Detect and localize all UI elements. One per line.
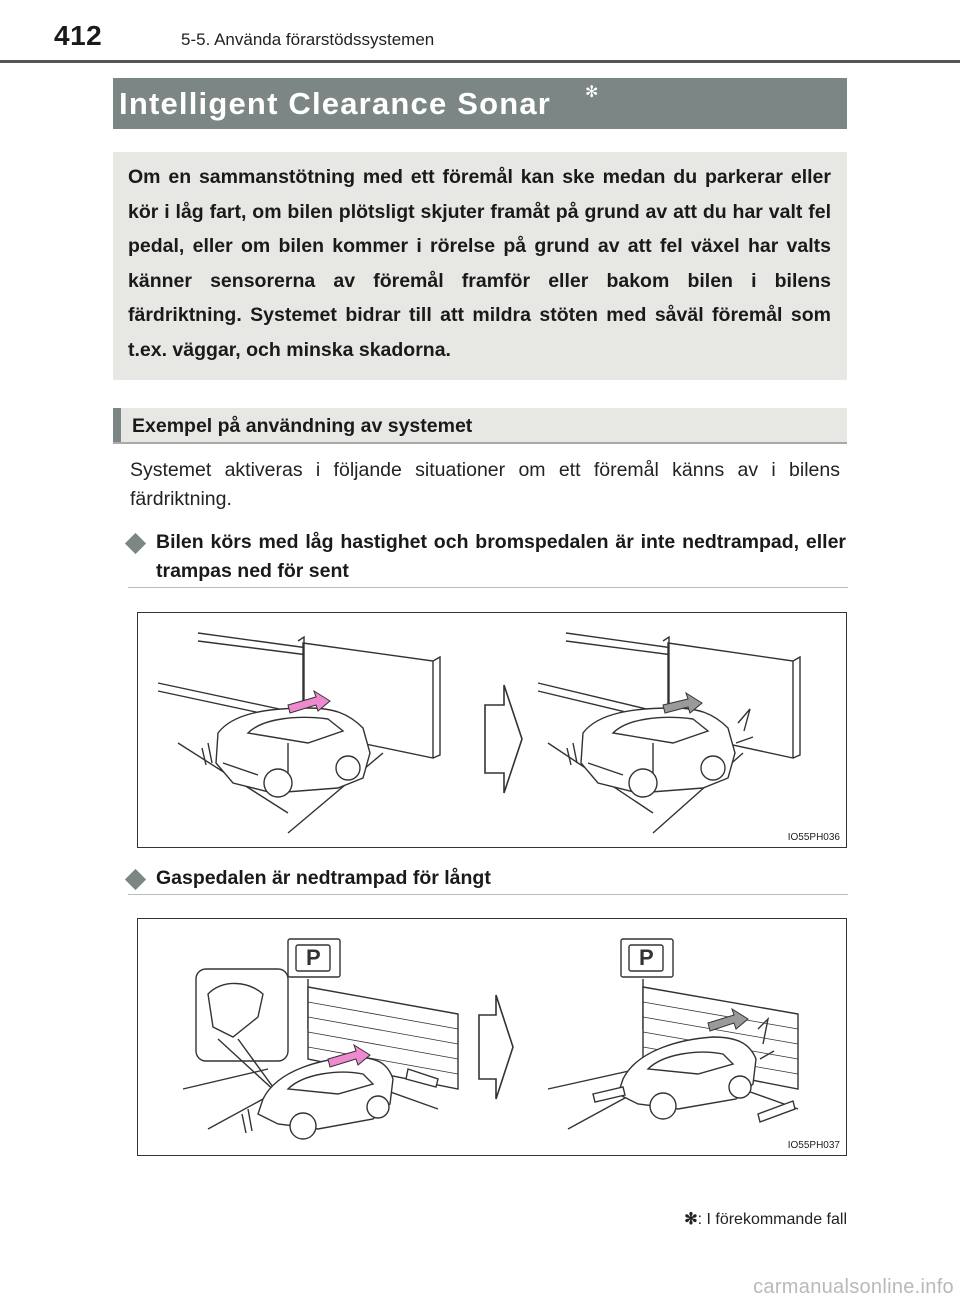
figure-2-illustration: [138, 919, 846, 1155]
watermark: carmanualsonline.info: [753, 1276, 954, 1298]
footnote-text: : I förekommande fall: [697, 1211, 847, 1228]
figure-1-illustration: [138, 613, 846, 847]
figure-code: IO55PH036: [787, 832, 840, 843]
right-arrow-icon: [479, 995, 513, 1099]
figure-2: [137, 918, 847, 1156]
parking-sign-icon: P: [306, 945, 321, 970]
parking-sign-icon: P: [639, 945, 654, 970]
asterisk-icon: ✻: [585, 84, 599, 101]
section-reference: 5-5. Använda förarstödssystemen: [181, 30, 435, 49]
sub-heading: [113, 408, 847, 444]
header-divider: [0, 60, 960, 63]
footnote: [684, 1209, 847, 1229]
bullet-text-1: Bilen körs med låg hastighet och bromspedalen är inte nedtrampad, eller trampas ned för sent: [156, 531, 846, 582]
figure-1: [137, 612, 847, 848]
sub-heading-accent-bar: [113, 408, 121, 442]
diamond-icon: [125, 869, 146, 890]
intro-text: Om en sammanstötning med ett föremål kan ske medan du parkerar eller kör i låg fart, om bilen plötsligt skjuter framåt på grund av att du har valt fel pedal, eller om bilen kommer i rörelse på grund av att fel växel har valts känner sensorerna av föremål framför eller bakom bilen i bilens färdriktning. Systemet bidrar till att mildra stöten med såväl föremål som t.ex. väggar, och minska skadorna.: [128, 166, 831, 361]
page-title: Intelligent Clearance Sonar: [119, 86, 552, 121]
bullet-divider: [128, 894, 848, 895]
bullet-item-2: [128, 864, 848, 896]
diamond-icon: [125, 533, 146, 554]
bullet-divider: [128, 587, 848, 588]
figure-code: IO55PH037: [787, 1140, 840, 1151]
page-number: 412: [54, 20, 103, 51]
sub-heading-text: Exempel på användning av systemet: [132, 415, 473, 437]
right-arrow-icon: [485, 685, 522, 793]
bullet-text-2: Gaspedalen är nedtrampad för långt: [156, 867, 491, 889]
title-band: [113, 78, 847, 129]
asterisk-icon: ✻: [684, 1211, 698, 1228]
body-paragraph: Systemet aktiveras i följande situationer om ett föremål känns av i bilens färdriktning.: [130, 459, 840, 510]
bullet-item-1: [128, 528, 848, 588]
intro-box: [113, 152, 847, 380]
